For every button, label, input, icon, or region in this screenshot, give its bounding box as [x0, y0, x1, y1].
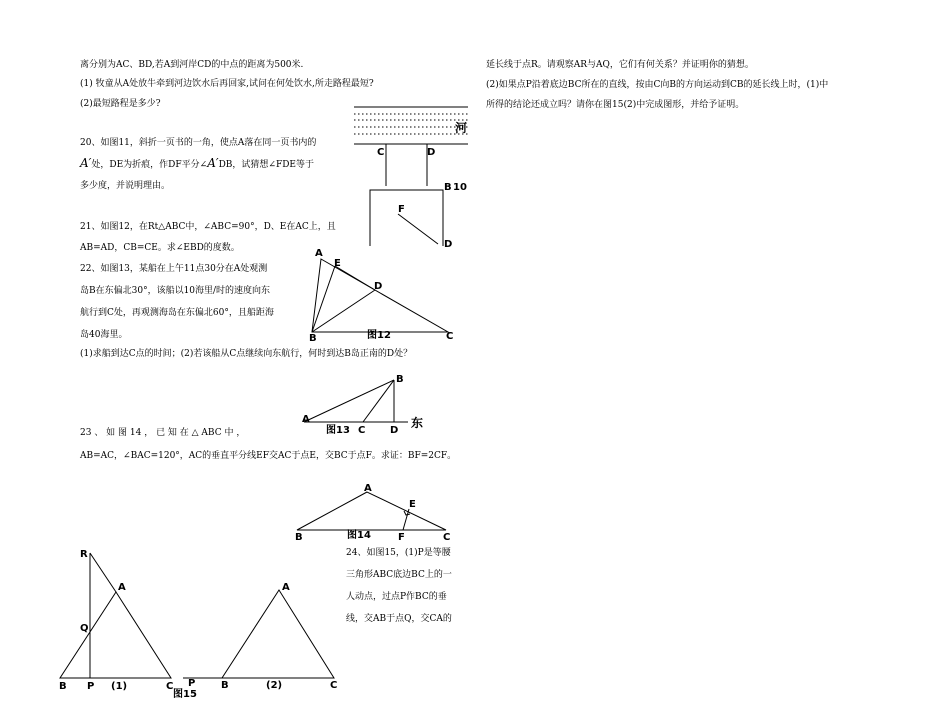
- q19-part2: (2)最短路程是多少?: [80, 99, 161, 109]
- point-label: B: [309, 333, 317, 344]
- direction-label-east: 东: [411, 416, 424, 430]
- point-label: B: [295, 532, 303, 543]
- point-label: P: [188, 678, 196, 689]
- point-label: B: [221, 680, 229, 691]
- a-prime-symbol: A′: [207, 156, 219, 170]
- q22-line1: 22、如图13，某船在上午11点30分在A处观测: [80, 264, 268, 274]
- point-label: C: [446, 331, 454, 342]
- q21-line1: 21、如图12，在Rt△ABC中，∠ABC=90°，D、E在AC上，且: [80, 222, 336, 232]
- q24-line2: 三角形ABC底边BC上的一: [346, 570, 452, 580]
- q24-line3: 人动点，过点P作BC的垂: [346, 592, 447, 602]
- point-label: A: [118, 582, 126, 593]
- point-label: F: [398, 532, 405, 543]
- q24-continued-line3: 所得的结论还成立吗？请你在图15(2)中完成图形，并给予证明。: [486, 100, 745, 110]
- subfigure-label: (2): [266, 680, 283, 691]
- point-label: A: [364, 483, 372, 494]
- point-label: B: [444, 182, 452, 193]
- point-label: Q: [80, 623, 89, 634]
- q20-line2-text-a: 处，DE为折痕，作DF平分∠: [91, 160, 208, 170]
- q24-line4: 线，交AB于点Q，交CA的: [346, 614, 452, 624]
- subfigure-label: (1): [111, 681, 128, 692]
- q22-line4: 岛40海里。: [80, 330, 128, 340]
- q22-line2: 岛B在东偏北30°，该船以10海里/时的速度向东: [80, 286, 271, 296]
- point-label: D: [374, 281, 383, 292]
- point-label: B: [396, 374, 404, 385]
- q24-continued-line2: (2)如果点P沿着底边BC所在的直线，按由C向B的方向运动到CB的延长线上时，(1)中: [486, 80, 829, 90]
- figure-caption: 图12: [367, 330, 391, 341]
- point-label: D: [444, 239, 453, 250]
- q23-line2: AB=AC，∠BAC=120°，AC的垂直平分线EF交AC于点E，交BC于点F。求证：BF=2CF。: [80, 451, 457, 461]
- point-label: C: [377, 147, 385, 158]
- point-label: C: [443, 532, 451, 543]
- point-label: C: [358, 425, 366, 436]
- point-label: B: [59, 681, 67, 692]
- q23-line1: 23 、 如 图 14 ， 已 知 在 △ ABC 中 ，: [80, 428, 246, 438]
- q22-line3: 航行到C处，再观测海岛在东偏北60°，且船距海: [80, 308, 274, 318]
- point-label: R: [80, 549, 88, 560]
- point-label: P: [87, 681, 95, 692]
- river-label: 河: [455, 121, 468, 135]
- figure-caption: 图13: [326, 425, 350, 436]
- a-prime-symbol: A′: [80, 156, 92, 170]
- q19-part1: (1) 牧童从A处放牛牵到河边饮水后再回家,试问在何处饮水,所走路程最短?: [80, 79, 374, 89]
- point-label: E: [334, 258, 341, 269]
- point-label: D: [390, 425, 399, 436]
- point-label: D: [427, 147, 436, 158]
- point-label: E: [409, 499, 416, 510]
- figure-caption: 图14: [347, 530, 371, 541]
- q19-intro: 离分别为AC、BD,若A到河岸CD的中点的距离为500米.: [80, 60, 304, 70]
- point-label: A: [315, 248, 323, 259]
- q22-line5: (1)求船到达C点的时间；(2)若该船从C点继续向东航行，何时到达B岛正南的D处？: [80, 349, 413, 359]
- point-label: A: [302, 414, 310, 425]
- point-label: C: [330, 680, 338, 691]
- figure-number: 10: [453, 182, 467, 193]
- q20-line2-text-b: DB，试猜想∠FDE等于: [218, 160, 314, 170]
- point-label: A: [282, 582, 290, 593]
- point-label: C: [166, 681, 174, 692]
- q20-line3: 多少度，并说明理由。: [80, 181, 171, 191]
- q20-line1: 20、如图11，斜折一页书的一角，使点A落在同一页书内的: [80, 138, 317, 148]
- q24-continued-line1: 延长线于点R。请观察AR与AQ，它们有何关系？并证明你的猜想。: [486, 60, 754, 70]
- q24-line1: 24、如图15，(1)P是等腰: [346, 548, 451, 558]
- q21-line2: AB=AD，CB=CE。求∠EBD的度数。: [80, 243, 240, 253]
- figure-caption: 图15: [173, 689, 197, 700]
- point-label: F: [398, 204, 405, 215]
